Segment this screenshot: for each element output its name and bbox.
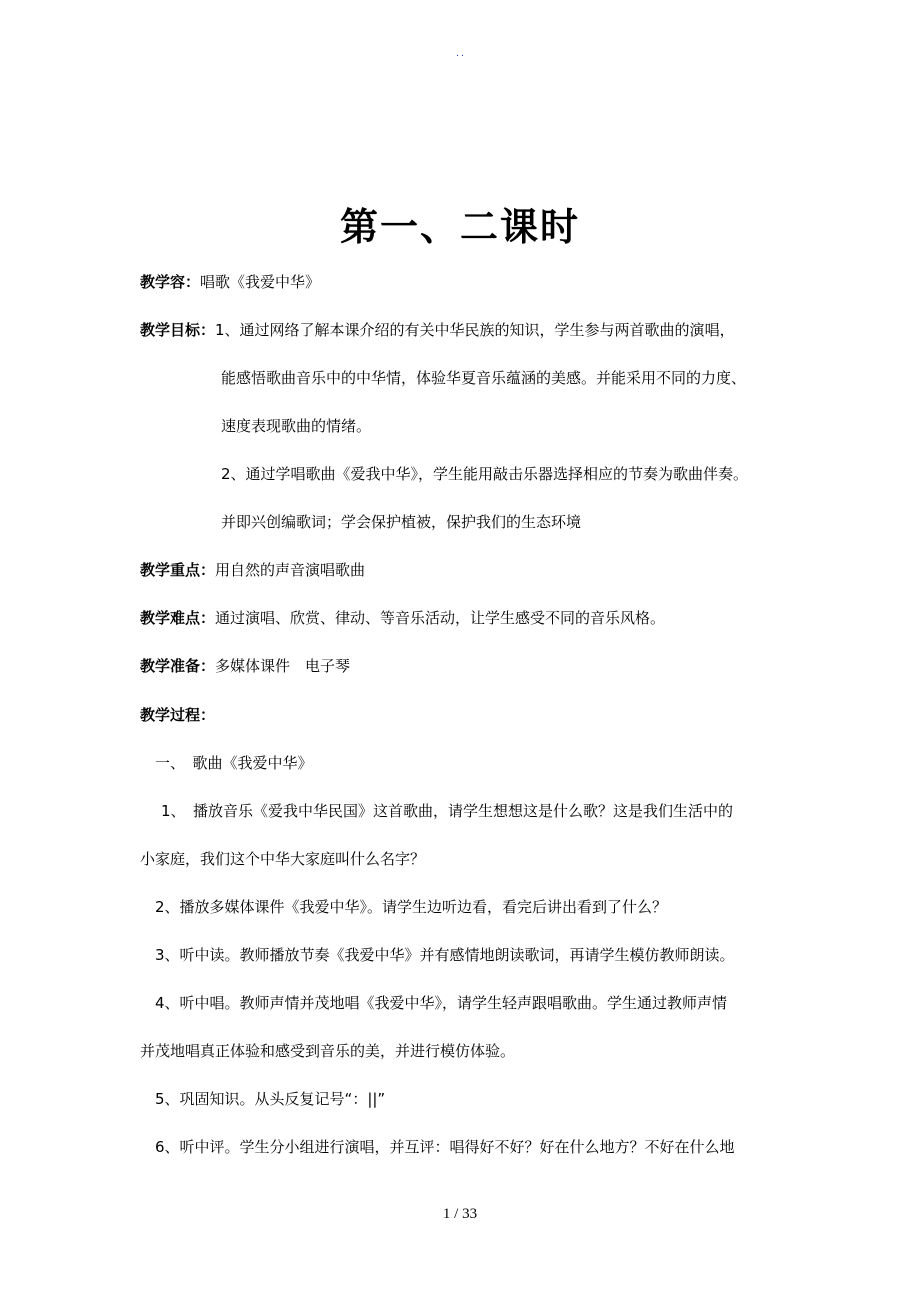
goals-line-3: 速度表现歌曲的情绪。 [221,417,372,435]
page-title: 第一、二课时 [339,205,580,249]
difficulty-row [140,608,665,628]
body-line: 3、听中读。教师播放节奏《我爱中华》并有感情地朗读歌词，再请学生模仿教师朗读。 [155,946,735,964]
goals-line-5: 并即兴创编歌词；学会保护植被，保护我们的生态环境 [221,513,582,531]
body-line: 2、播放多媒体课件《我爱中华》。请学生边听边看，看完后讲出看到了什么？ [155,898,668,916]
content-row [140,272,320,292]
difficulty-label: 教学难点： [140,609,216,627]
content-value: 唱歌《我爱中华》 [200,273,321,291]
process-label: 教学过程： [140,706,216,724]
body-line: 1、 播放音乐《爱我中华民国》这首歌曲，请学生想想这是什么歌？这是我们生活中的 [161,802,734,820]
prep-row [140,656,350,676]
focus-value: 用自然的声音演唱歌曲 [215,561,366,579]
body-line: 4、听中唱。教师声情并茂地唱《我爱中华》，请学生轻声跟唱歌曲。学生通过教师声情 [155,994,728,1012]
prep-value: 多媒体课件 电子琴 [215,657,351,675]
goals-line-1: 1、通过网络了解本课介绍的有关中华民族的知识，学生参与两首歌曲的演唱， [215,321,735,339]
page-number: 1 / 33 [442,1206,478,1222]
body-line: 小家庭，我们这个中华大家庭叫什么名字？ [140,850,426,868]
body-line: 6、听中评。学生分小组进行演唱，并互评：唱得好不好？好在什么地方？不好在什么地 [155,1138,735,1156]
body-line: 并茂地唱真正体验和感受到音乐的美，并进行模仿体验。 [140,1042,516,1060]
goals-line-4: 2、通过学唱歌曲《爱我中华》，学生能用敲击乐器选择相应的节奏为歌曲伴奏。 [221,465,749,483]
section-heading: 一、 歌曲《我爱中华》 [155,754,313,772]
goals-label: 教学目标： [140,321,216,339]
process-row [140,705,215,725]
focus-row [140,560,365,580]
content-label: 教学容： [140,273,201,291]
focus-label: 教学重点： [140,561,216,579]
body-line: 5、巩固知识。从头反复记号“：||” [155,1090,386,1108]
page-header-mark: . . [456,48,464,59]
goals-row [140,320,735,340]
prep-label: 教学准备： [140,657,216,675]
goals-line-2: 能感悟歌曲音乐中的中华情，体验华夏音乐蕴涵的美感。并能采用不同的力度、 [221,369,747,387]
difficulty-value: 通过演唱、欣赏、律动、等音乐活动，让学生感受不同的音乐风格。 [215,609,666,627]
